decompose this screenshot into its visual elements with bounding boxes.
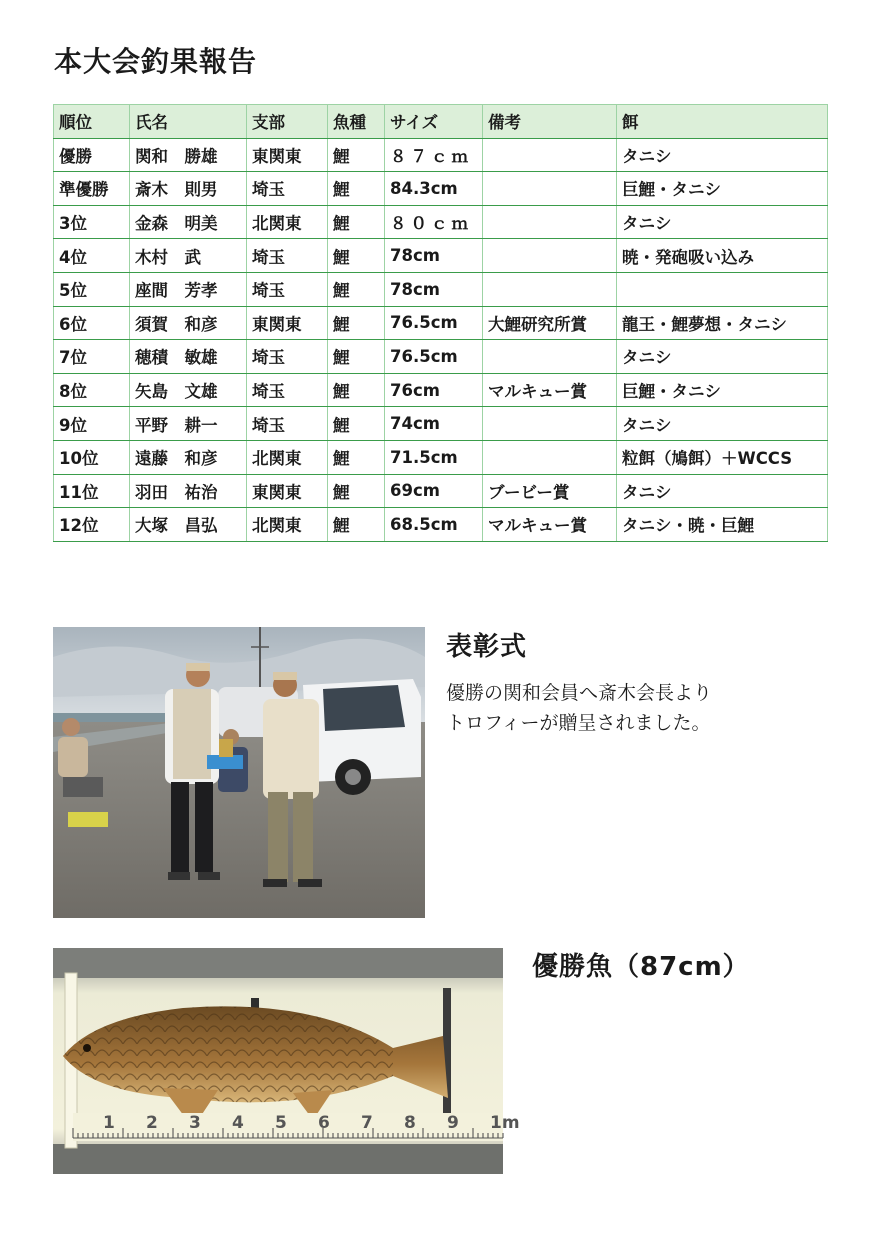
cell-note [483,272,617,306]
cell-bait: タニシ [617,205,828,239]
cell-name: 金森 明美 [130,205,247,239]
cell-rank: 5位 [54,272,130,306]
cell-species: 鯉 [328,340,385,374]
cell-name: 平野 耕一 [130,407,247,441]
cell-note: 大鯉研究所賞 [483,306,617,340]
cell-name: 須賀 和彦 [130,306,247,340]
cell-species: 鯉 [328,272,385,306]
cell-note [483,138,617,172]
cell-size: 84.3cm [385,172,483,206]
table-row [54,340,828,374]
cell-note [483,205,617,239]
ceremony-caption [446,678,866,738]
cell-bait: タニシ [617,407,828,441]
cell-bait [617,272,828,306]
header-species: 魚種 [328,105,385,139]
table-row [54,138,828,172]
cell-name: 穂積 敏雄 [130,340,247,374]
cell-rank: 12位 [54,508,130,542]
cell-rank: 優勝 [54,138,130,172]
table-row [54,508,828,542]
cell-species: 鯉 [328,138,385,172]
cell-size: 76.5cm [385,340,483,374]
cell-rank: 3位 [54,205,130,239]
cell-bait: 暁・発砲吸い込み [617,239,828,273]
cell-species: 鯉 [328,508,385,542]
ruler-number: 1 [103,1113,115,1133]
table-row [54,205,828,239]
cell-size: 78cm [385,239,483,273]
cell-rank: 8位 [54,373,130,407]
cell-name: 羽田 祐治 [130,474,247,508]
cell-species: 鯉 [328,239,385,273]
header-note: 備考 [483,105,617,139]
header-bait: 餌 [617,105,828,139]
ruler-number: 7 [361,1113,373,1133]
cell-name: 座間 芳孝 [130,272,247,306]
table-row [54,373,828,407]
cell-size: ８０ｃｍ [385,205,483,239]
cell-note [483,440,617,474]
cell-species: 鯉 [328,306,385,340]
cell-branch: 埼玉 [247,239,328,273]
cell-species: 鯉 [328,172,385,206]
cell-size: 69cm [385,474,483,508]
cell-branch: 埼玉 [247,373,328,407]
cell-rank: 4位 [54,239,130,273]
ruler-number: 2 [146,1113,158,1133]
cell-note [483,407,617,441]
table-row [54,239,828,273]
cell-branch: 埼玉 [247,340,328,374]
cell-size: 76.5cm [385,306,483,340]
cell-note [483,239,617,273]
cell-name: 関和 勝雄 [130,138,247,172]
table-header-row [54,105,828,139]
table-row [54,172,828,206]
cell-note: マルキュー賞 [483,508,617,542]
cell-rank: 7位 [54,340,130,374]
cell-note [483,340,617,374]
cell-size: 74cm [385,407,483,441]
cell-bait: タニシ [617,474,828,508]
cell-branch: 北関東 [247,440,328,474]
cell-branch: 埼玉 [247,407,328,441]
ruler-number: 3 [189,1113,201,1133]
winning-fish-title: 優勝魚（87cm） [532,952,750,982]
ceremony-title: 表彰式 [446,632,528,662]
table-row [54,306,828,340]
cell-rank: 準優勝 [54,172,130,206]
cell-bait: タニシ [617,138,828,172]
cell-name: 木村 武 [130,239,247,273]
cell-branch: 東関東 [247,474,328,508]
cell-note [483,172,617,206]
header-branch: 支部 [247,105,328,139]
cell-branch: 埼玉 [247,172,328,206]
cell-size: 78cm [385,272,483,306]
table-row [54,272,828,306]
cell-bait: タニシ・暁・巨鯉 [617,508,828,542]
cell-rank: 11位 [54,474,130,508]
cell-species: 鯉 [328,474,385,508]
ruler-number: 4 [232,1113,244,1133]
page-title: 本大会釣果報告 [54,45,258,78]
cell-bait: 粒餌（鳩餌）＋WCCS [617,440,828,474]
cell-size: 71.5cm [385,440,483,474]
cell-branch: 北関東 [247,508,328,542]
ruler-number: 8 [404,1113,416,1133]
results-table [53,104,828,542]
cell-size: ８７ｃｍ [385,138,483,172]
cell-species: 鯉 [328,205,385,239]
table-row [54,474,828,508]
cell-name: 斎木 則男 [130,172,247,206]
header-name: 氏名 [130,105,247,139]
cell-branch: 埼玉 [247,272,328,306]
cell-size: 76cm [385,373,483,407]
winning-fish-photo [53,948,520,1174]
ruler-number: 9 [447,1113,459,1133]
cell-species: 鯉 [328,440,385,474]
cell-size: 68.5cm [385,508,483,542]
cell-branch: 北関東 [247,205,328,239]
cell-species: 鯉 [328,373,385,407]
cell-branch: 東関東 [247,138,328,172]
cell-bait: 巨鯉・タニシ [617,172,828,206]
table-row [54,407,828,441]
cell-note: マルキュー賞 [483,373,617,407]
cell-species: 鯉 [328,407,385,441]
ceremony-photo [53,627,425,918]
cell-rank: 10位 [54,440,130,474]
cell-note: ブービー賞 [483,474,617,508]
ceremony-caption-line1: 優勝の関和会員へ斎木会長より [446,682,713,704]
cell-rank: 6位 [54,306,130,340]
cell-name: 遠藤 和彦 [130,440,247,474]
ceremony-caption-line2: トロフィーが贈呈されました。 [446,712,711,734]
ruler-number: 1m [490,1113,520,1133]
winning-fish-illustration [53,948,520,1174]
cell-name: 矢島 文雄 [130,373,247,407]
cell-bait: タニシ [617,340,828,374]
table-row [54,440,828,474]
ceremony-photo-illustration [53,627,425,918]
ruler-number: 5 [275,1113,287,1133]
cell-bait: 龍王・鯉夢想・タニシ [617,306,828,340]
cell-name: 大塚 昌弘 [130,508,247,542]
cell-bait: 巨鯉・タニシ [617,373,828,407]
cell-branch: 東関東 [247,306,328,340]
header-size: サイズ [385,105,483,139]
cell-rank: 9位 [54,407,130,441]
header-rank: 順位 [54,105,130,139]
ruler-number: 6 [318,1113,330,1133]
results-body [54,138,828,541]
